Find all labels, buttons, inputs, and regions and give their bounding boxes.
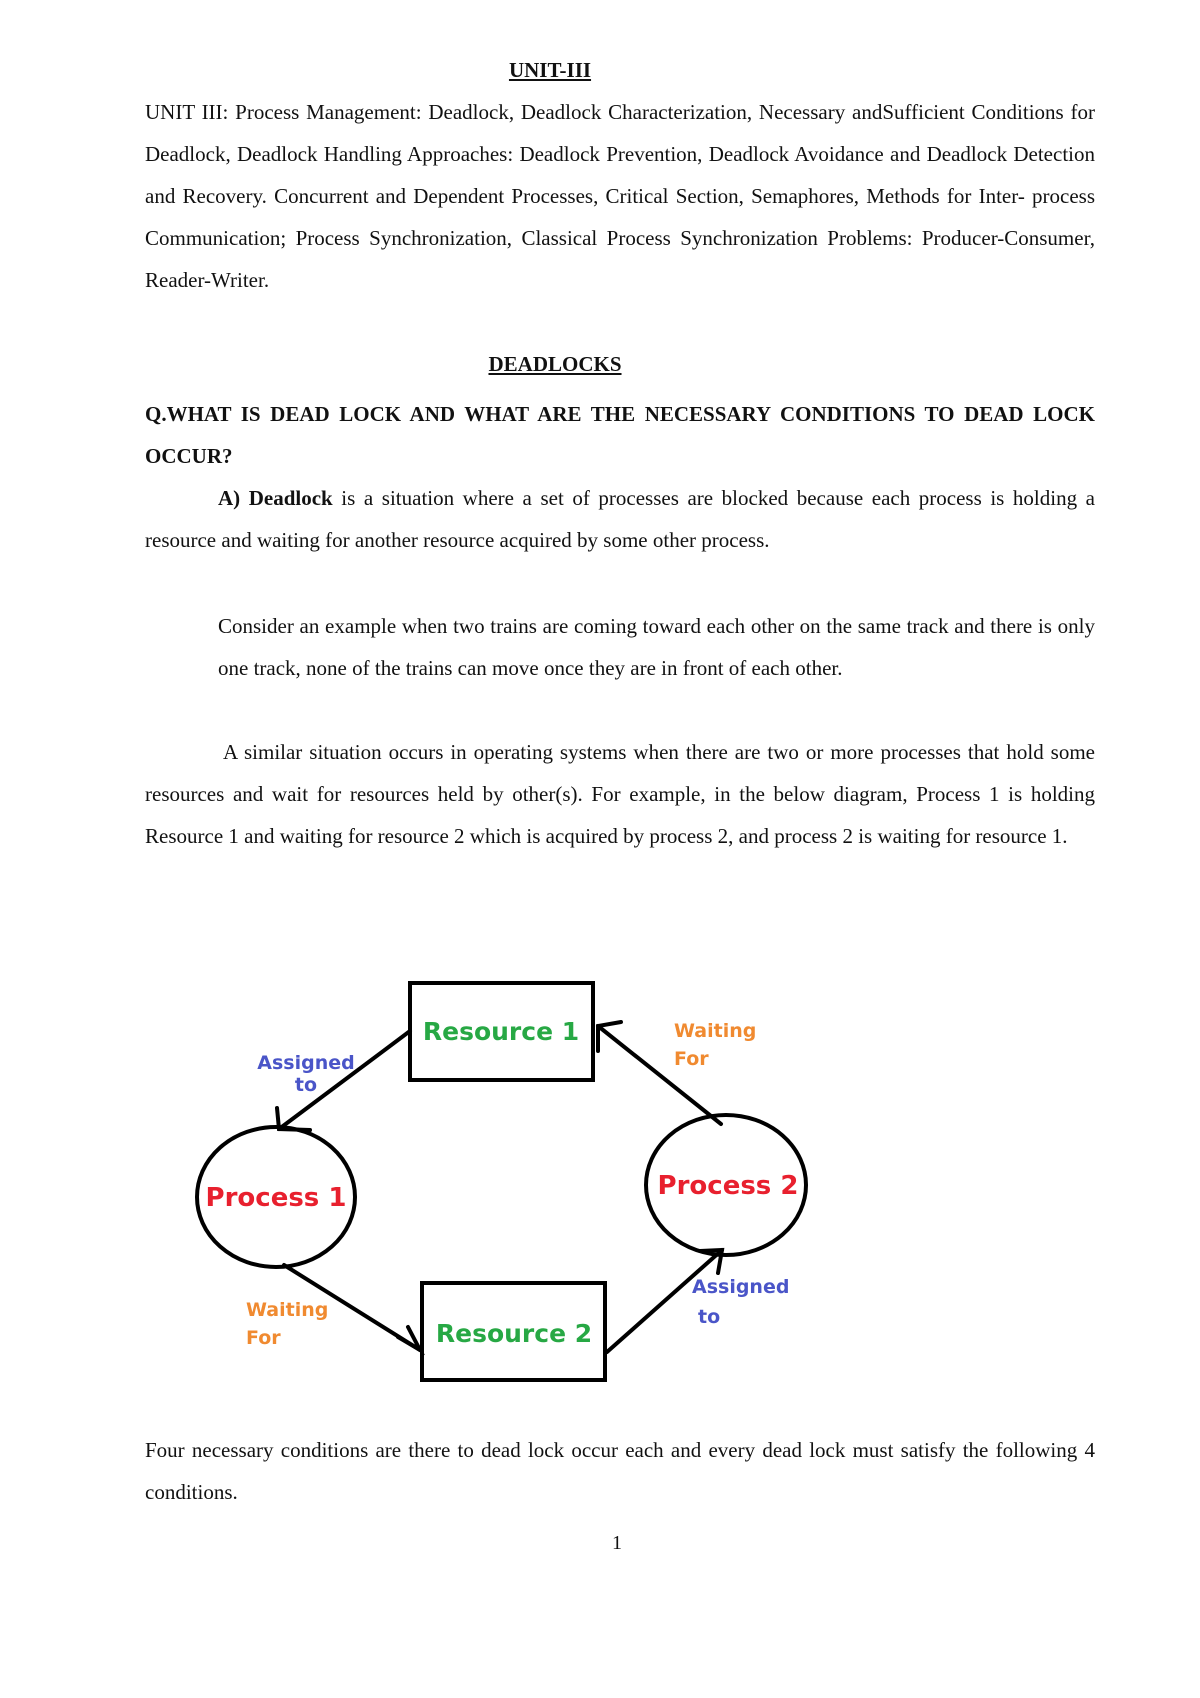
process2-label: Process 2 (657, 1171, 799, 1201)
conditions-intro-paragraph: Four necessary conditions are there to dead lock occur each and every dead lock must satisfy the following 4 conditions. (145, 1438, 1095, 1504)
answer-text: is a situation where a set of processes are blocked because each process is holding a resource and waiting for another resource acquired by some other process. (145, 486, 1095, 552)
process1-label: Process 1 (205, 1183, 347, 1213)
assigned-label-2b: to (698, 1306, 721, 1328)
arrow-r2-to-p2 (607, 1250, 722, 1352)
resource1-label: Resource 1 (422, 1017, 580, 1046)
arrowhead-r2 (398, 1327, 420, 1350)
similar-paragraph: A similar situation occurs in operating systems when there are two or more processes that hold some resources and wait for resources held by other(s). For example, in the below diagram, Process 1 is holding Resource 1 and waiting for resource 2 which is acquired by process 2, and process 2 is waiting for resource 1. (145, 740, 1095, 848)
assigned-label-1a: Assigned (257, 1052, 355, 1074)
resource2-label: Resource 2 (435, 1319, 593, 1348)
answer-prefix: A) Deadlock (218, 486, 333, 510)
waiting-label-2b: For (246, 1327, 281, 1349)
assigned-label-2a: Assigned (692, 1276, 790, 1298)
assigned-label-1b: to (294, 1074, 318, 1096)
page-number: 1 (612, 1532, 622, 1554)
waiting-label-1b: For (674, 1048, 709, 1070)
syllabus-paragraph: UNIT III: Process Management: Deadlock, Deadlock Characterization, Necessary andSufficient Conditions for Deadlock, Deadlock Handling Approaches: Deadlock Prevention, Deadlock Avoidance and Deadlock Detection and Recovery. Concurrent and Dependent Processes, Critical Section, Semaphores, Methods for Inter- process Communication; Process Synchronization, Classical Process Synchronization Problems: Producer-Consumer, Reader-Writer. (145, 100, 1095, 292)
unit-title: UNIT-III (508, 58, 592, 82)
waiting-label-1a: Waiting (674, 1020, 757, 1042)
question-heading: Q.WHAT IS DEAD LOCK AND WHAT ARE THE NECESSARY CONDITIONS TO DEAD LOCK OCCUR? (145, 402, 1095, 468)
example-paragraph: Consider an example when two trains are coming toward each other on the same track and there is only one track, none of the trains can move once they are in front of each other. (218, 614, 1095, 680)
section-title: DEADLOCKS (488, 352, 622, 376)
waiting-label-2a: Waiting (246, 1299, 329, 1321)
